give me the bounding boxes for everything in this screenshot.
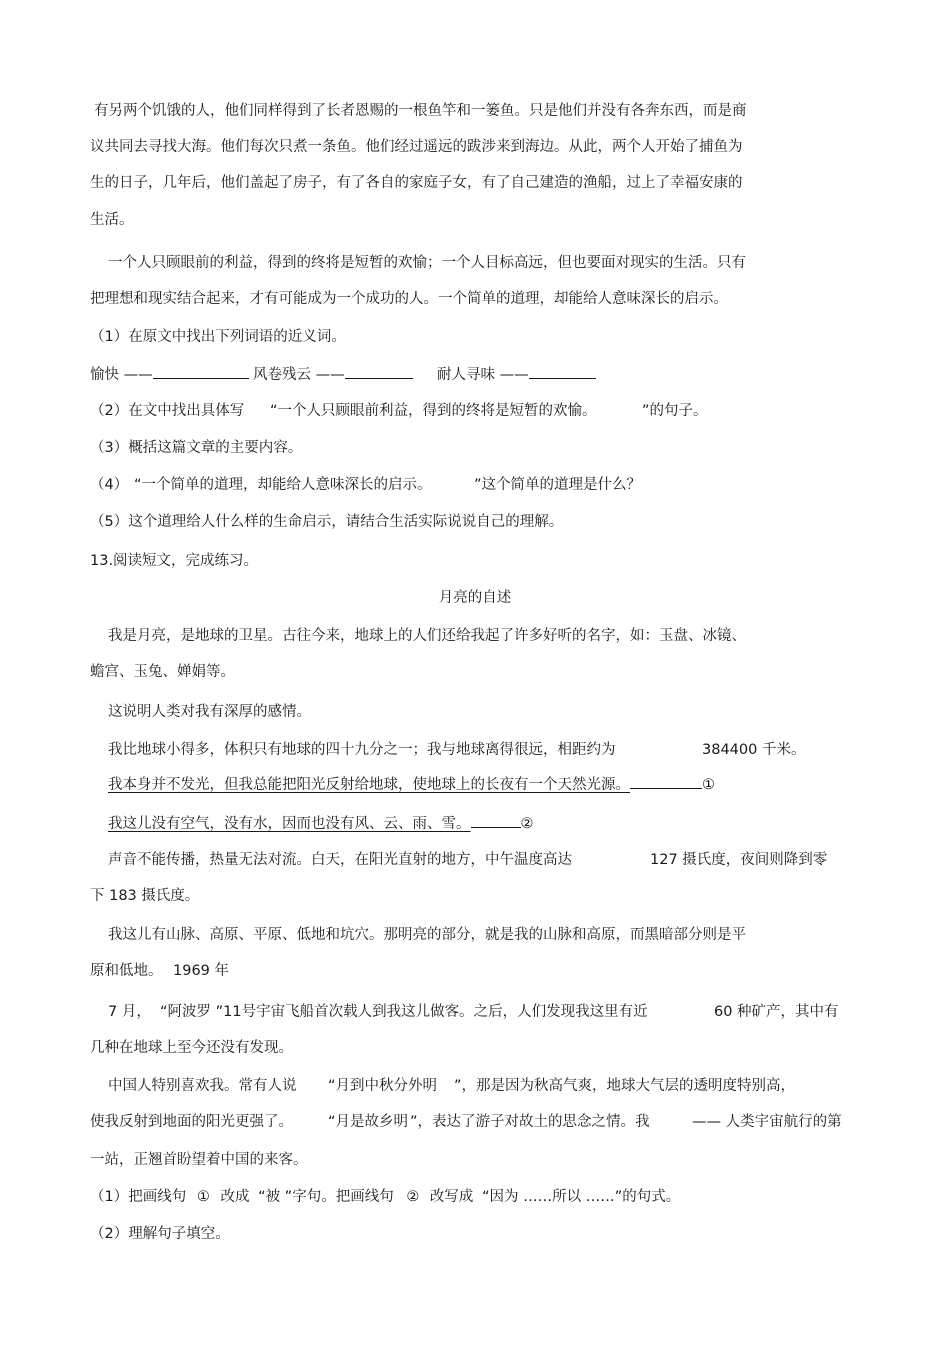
circled-number-1: ① — [196, 1189, 210, 1205]
passage-line: 几种在地球上至今还没有发现。 — [90, 1040, 293, 1056]
passage-line: 声音不能传播，热量无法对流。白天，在阳光直射的地方，中午温度高达 — [108, 852, 572, 868]
synonym-item-1 — [90, 364, 249, 385]
question-text: ”的句子。 — [642, 403, 708, 419]
question-text: （1）把画线句 — [90, 1189, 187, 1205]
passage-title: 月亮的自述 — [438, 590, 512, 606]
underlined-text: 我本身并不发光，但我总能把阳光反射给地球，使地球上的长夜有一个天然光源。 — [108, 777, 630, 793]
question-4: （4） — [90, 477, 129, 493]
passage-line: ”，那是因为秋高气爽，地球大气层的透明度特别高， — [454, 1078, 796, 1094]
question-3: （3）概括这篇文章的主要内容。 — [90, 440, 303, 456]
underlined-text: 我这儿没有空气，没有水，因而也没有风、云、雨、雪。 — [108, 816, 471, 832]
passage-line: 1969 年 — [173, 963, 230, 979]
quoted-phrase: “月到中秋分外明 — [328, 1078, 438, 1094]
answer-blank[interactable] — [153, 364, 249, 379]
circled-number-2: ② — [520, 816, 534, 832]
question-2: （2）在文中找出具体写 — [90, 403, 245, 419]
underline-tail — [471, 815, 521, 828]
passage-line: 议共同去寻找大海。他们每次只煮一条鱼。他们经过遥远的跋涉来到海边。从此，两个人开始了捕鱼为 — [90, 139, 743, 155]
question-1: （1）在原文中找出下列词语的近义词。 — [90, 329, 346, 345]
question-text: 改成 — [220, 1189, 250, 1205]
passage-line: 生活。 — [90, 212, 134, 228]
synonym-word: 耐人寻味 —— — [437, 367, 529, 383]
synonym-item-2 — [253, 364, 413, 385]
passage-line: 生的日子，几年后，他们盖起了房子，有了各自的家庭子女，有了自己建造的渔船，过上了幸福安康的 — [90, 175, 743, 191]
passage-line: 中国人特别喜欢我。常有人说 — [108, 1078, 297, 1094]
quoted-sentence: “一个人只顾眼前利益，得到的终将是短暂的欢愉。 — [270, 403, 597, 419]
passage-line: “阿波罗 ”11号宇宙飞船首次载人到我这儿做客。之后，人们发现我这里有近 — [160, 1004, 648, 1020]
passage-line: 有另两个饥饿的人，他们同样得到了长者恩赐的一根鱼竿和一篓鱼。只是他们并没有各奔东西，而是商 — [94, 103, 747, 119]
synonym-word: 愉快 —— — [90, 367, 153, 383]
quoted-sentence: “一个简单的道理，却能给人意味深长的启示。 — [134, 477, 432, 493]
passage-line: 127 摄氏度，夜间则降到零 — [650, 852, 828, 868]
passage-line: 7 月， — [108, 1004, 151, 1020]
question-text: 改写成 — [429, 1189, 474, 1205]
passage-line: 384400 千米。 — [702, 742, 806, 758]
question-2: （2）理解句子填空。 — [90, 1226, 230, 1242]
passage-line: 一个人只顾眼前的利益，得到的终将是短暂的欢愉；一个人目标高远，但也要面对现实的生活。只有 — [108, 255, 746, 271]
question-heading: 13.阅读短文，完成练习。 — [90, 553, 259, 569]
question-text: ”这个简单的道理是什么？ — [474, 477, 642, 493]
answer-blank[interactable] — [529, 364, 596, 379]
passage-line: 原和低地。 — [90, 963, 163, 979]
question-text: “被 ”字句。把画线句 — [258, 1189, 394, 1205]
passage-line: 下 183 摄氏度。 — [90, 888, 200, 904]
underlined-sentence-2 — [108, 814, 534, 834]
passage-line: 一站，正翘首盼望着中国的来客。 — [90, 1152, 308, 1168]
passage-line: 使我反射到地面的阳光更强了。 — [90, 1114, 293, 1130]
circled-number-1: ① — [702, 777, 715, 793]
quoted-phrase: “月是故乡明 — [328, 1114, 409, 1130]
answer-blank[interactable] — [345, 364, 413, 379]
passage-line: 把理想和现实结合起来，才有可能成为一个成功的人。一个简单的道理，却能给人意味深长的启示。 — [90, 291, 728, 307]
question-text: “因为 ……所以 ……”的句式。 — [482, 1189, 681, 1205]
passage-line: ”，表达了游子对故土的思念之情。我 — [410, 1114, 650, 1130]
passage-line: 我是月亮，是地球的卫星。古往今来，地球上的人们还给我起了许多好听的名字，如：玉盘、冰镜、 — [108, 628, 746, 644]
passage-line: 60 种矿产，其中有 — [714, 1004, 839, 1020]
passage-line: 蟾宫、玉兔、婵娟等。 — [90, 664, 235, 680]
question-5: （5）这个道理给人什么样的生命启示，请结合生活实际说说自己的理解。 — [90, 514, 564, 530]
passage-line: 我这儿有山脉、高原、平原、低地和坑穴。那明亮的部分，就是我的山脉和高原，而黑暗部分则是平 — [108, 927, 746, 943]
passage-line: —— 人类宇宙航行的第 — [692, 1114, 842, 1130]
passage-line: 我比地球小得多，体积只有地球的四十九分之一；我与地球离得很远，相距约为 — [108, 742, 616, 758]
synonym-item-3 — [437, 364, 596, 385]
synonym-word: 风卷残云 —— — [253, 367, 345, 383]
passage-line: 这说明人类对我有深厚的感情。 — [108, 704, 311, 720]
question-1 — [90, 1187, 680, 1207]
underline-tail — [630, 776, 702, 789]
circled-number-2: ② — [406, 1189, 420, 1205]
underlined-sentence-1 — [108, 775, 715, 795]
